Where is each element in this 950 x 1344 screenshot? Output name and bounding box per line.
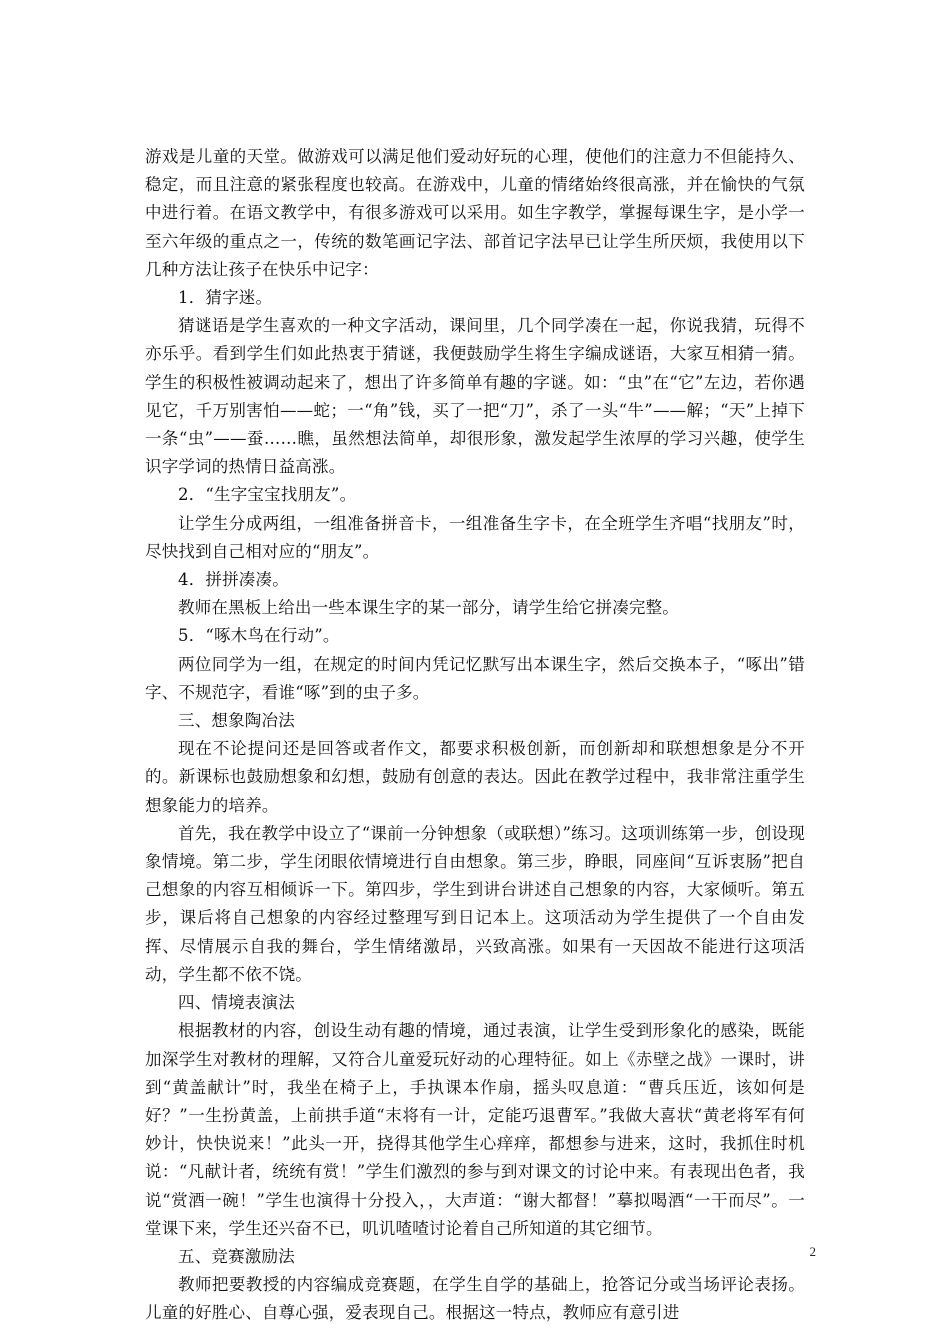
list-heading: 4．拼拼凑凑。 <box>178 570 289 590</box>
paragraph: 两位同学为一组，在规定的时间内凭记忆默写出本课生字，然后交换本子，“啄出”错字、不规范字，看谁“啄”到的虫子多。 <box>145 654 805 702</box>
section-heading: 四、情境表演法 <box>178 993 295 1013</box>
list-heading: 2．“生字宝宝找朋友”。 <box>178 485 357 505</box>
section-heading: 三、想象陶冶法 <box>178 711 295 731</box>
paragraph: 猜谜语是学生喜欢的一种文字活动，课间里，几个同学凑在一起，你说我猜，玩得不亦乐乎。看到学生们如此热衷于猜谜，我便鼓励学生将生字编成谜语，大家互相猜一猜。学生的积极性被调动起来了，想出了许多简单有趣的字谜。如：“虫”在“它”左边，若你遇见它，千万别害怕——蛇；一“角”钱，买了一把“刀”，杀了一头“牛”——解；“天”上掉下一条“虫”——蚕……瞧，虽然想法简单，却很形象，激发起学生浓厚的学习兴趣，使学生识字学词的热情日益高涨。 <box>145 316 805 477</box>
paragraph: 让学生分成两组，一组准备拼音卡，一组准备生字卡，在全班学生齐唱“找朋友”时，尽快找到自己相对应的“朋友”。 <box>145 513 805 561</box>
section-heading: 五、竞赛激励法 <box>178 1246 295 1266</box>
paragraph: 首先，我在教学中设立了“课前一分钟想象（或联想）”练习。这项训练第一步，创设现象情境。第二步，学生闭眼依情境进行自由想象。第三步，睁眼，同座间“互诉衷肠”把自己想象的内容互相倾诉一下。第四步，学生到讲台讲述自己想象的内容，大家倾听。第五步，课后将自己想象的内容经过整理写到日记本上。这项活动为学生提供了一个自由发挥、尽情展示自我的舞台，学生情绪激昂，兴致高涨。如果有一天因故不能进行这项活动，学生都不依不饶。 <box>145 823 805 984</box>
page-number: 2 <box>809 1244 816 1259</box>
list-heading: 5．“啄木鸟在行动”。 <box>178 626 340 646</box>
document-body <box>145 143 805 1328</box>
paragraph: 根据教材的内容，创设生动有趣的情境，通过表演，让学生受到形象化的感染，既能加深学生对教材的理解，又符合儿童爱玩好动的心理特征。如上《赤壁之战》一课时，讲到“黄盖献计”时，我坐在椅子上，手执课本作扇，摇头叹息道：“曹兵压近，该如何是好？”一生扮黄盖，上前拱手道“末将有一计，定能巧退曹军。”我做大喜状“黄老将军有何妙计，快快说来！”此头一开，挠得其他学生心痒痒，都想参与进来，这时，我抓住时机说：“凡献计者，统统有赏！”学生们激烈的参与到对课文的讨论中来。有表现出色者，我说“赏酒一碗！”学生也演得十分投入，，大声道：“谢大都督！”摹拟喝酒“一干而尽”。一堂课下来，学生还兴奋不已，叽讥喳喳讨论着自己所知道的其它细节。 <box>145 1021 805 1238</box>
paragraph: 游戏是儿童的天堂。做游戏可以满足他们爱动好玩的心理，使他们的注意力不但能持久、稳定，而且注意的紧张程度也较高。在游戏中，儿童的情绪始终很高涨，并在愉快的气氛中进行着。在语文教学中，有很多游戏可以采用。如生字教学，掌握每课生字，是小学一至六年级的重点之一，传统的数笔画记字法、部首记字法早已让学生所厌烦，我使用以下几种方法让孩子在快乐中记字： <box>145 147 805 279</box>
paragraph: 现在不论提问还是回答或者作文，都要求积极创新，而创新却和联想想象是分不开的。新课标也鼓励想象和幻想，鼓励有创意的表达。因此在教学过程中，我非常注重学生想象能力的培养。 <box>145 739 805 815</box>
list-heading: 1．猜字迷。 <box>178 288 273 308</box>
paragraph: 教师在黑板上给出一些本课生字的某一部分，请学生给它拼凑完整。 <box>178 598 679 618</box>
paragraph: 教师把要教授的内容编成竞赛题，在学生自学的基础上，抢答记分或当场评论表扬。儿童的好胜心、自尊心强，爱表现自己。根据这一特点，教师应有意引进 <box>145 1275 805 1323</box>
